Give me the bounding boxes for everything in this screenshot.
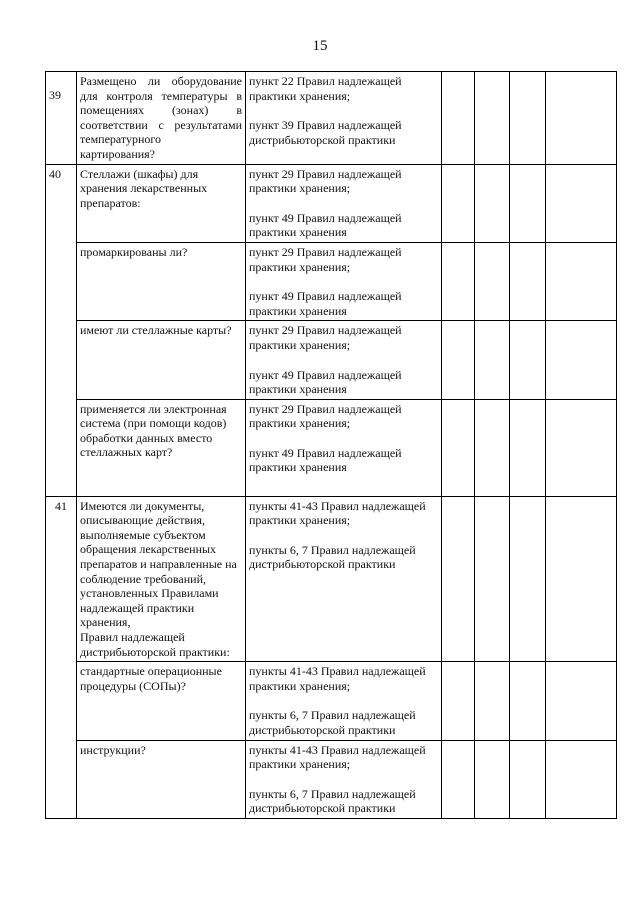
mark-cell[interactable] — [442, 164, 475, 242]
mark-cell[interactable] — [442, 662, 475, 740]
mark-cell[interactable] — [442, 399, 475, 496]
table-row — [46, 399, 617, 496]
question-cell: стандартные операционные процедуры (СОПы)? — [77, 662, 246, 740]
mark-cell[interactable] — [546, 740, 617, 818]
reference-cell: пункты 41-43 Правил надлежащей практики хранения; пункты 6, 7 Правил надлежащей дистрибьюторской практики — [246, 740, 442, 818]
table-row — [46, 242, 617, 320]
question-cell: Размещено ли оборудование для контроля температуры в помещениях (зонах) в соответствии с результатами температурного картирования? — [77, 72, 246, 165]
item-number — [46, 662, 77, 740]
table-row — [46, 740, 617, 818]
mark-cell[interactable] — [510, 399, 546, 496]
mark-cell[interactable] — [475, 496, 510, 662]
item-number — [46, 740, 77, 818]
mark-cell[interactable] — [546, 242, 617, 320]
mark-cell[interactable] — [546, 662, 617, 740]
mark-cell[interactable] — [510, 242, 546, 320]
mark-cell[interactable] — [442, 72, 475, 165]
mark-cell[interactable] — [546, 399, 617, 496]
mark-cell[interactable] — [475, 164, 510, 242]
mark-cell[interactable] — [442, 496, 475, 662]
mark-cell[interactable] — [546, 496, 617, 662]
mark-cell[interactable] — [442, 321, 475, 399]
item-number — [46, 399, 77, 496]
mark-cell[interactable] — [510, 496, 546, 662]
mark-cell[interactable] — [510, 740, 546, 818]
item-number: 41 — [46, 496, 77, 662]
question-cell: промаркированы ли? — [77, 242, 246, 320]
question-cell: инструкции? — [77, 740, 246, 818]
reference-cell: пункт 29 Правил надлежащей практики хранения; пункт 49 Правил надлежащей практики хранения — [246, 321, 442, 399]
mark-cell[interactable] — [442, 242, 475, 320]
mark-cell[interactable] — [475, 662, 510, 740]
mark-cell[interactable] — [475, 72, 510, 165]
table-row — [46, 321, 617, 399]
mark-cell[interactable] — [510, 72, 546, 165]
item-number: 39 — [46, 72, 77, 165]
reference-cell: пункты 41-43 Правил надлежащей практики хранения; пункты 6, 7 Правил надлежащей дистрибьюторской практики — [246, 662, 442, 740]
mark-cell[interactable] — [510, 321, 546, 399]
mark-cell[interactable] — [510, 164, 546, 242]
page-number: 15 — [312, 38, 328, 54]
table-row — [46, 662, 617, 740]
question-cell: имеют ли стеллажные карты? — [77, 321, 246, 399]
reference-cell: пункт 22 Правил надлежащей практики хранения; пункт 39 Правил надлежащей дистрибьюторской практики — [246, 72, 442, 165]
reference-cell: пункт 29 Правил надлежащей практики хранения; пункт 49 Правил надлежащей практики хранения — [246, 399, 442, 496]
question-cell: применяется ли электронная система (при помощи кодов) обработки данных вместо стеллажных карт? — [77, 399, 246, 496]
table-row — [46, 164, 617, 242]
table-row — [46, 72, 617, 165]
reference-cell: пункт 29 Правил надлежащей практики хранения; пункт 49 Правил надлежащей практики хранения — [246, 164, 442, 242]
mark-cell[interactable] — [475, 399, 510, 496]
question-cell: Стеллажи (шкафы) для хранения лекарственных препаратов: — [77, 164, 246, 242]
mark-cell[interactable] — [475, 242, 510, 320]
mark-cell[interactable] — [546, 164, 617, 242]
item-number — [46, 321, 77, 399]
mark-cell[interactable] — [546, 72, 617, 165]
mark-cell[interactable] — [546, 321, 617, 399]
reference-cell: пункт 29 Правил надлежащей практики хранения; пункт 49 Правил надлежащей практики хранения — [246, 242, 442, 320]
question-cell: Имеются ли документы, описывающие действия, выполняемые субъектом обращения лекарственных препаратов и направленные на соблюдение требований, установленных Правилами надлежащей практики хранения, Правил надлежащей дистрибьюторской практики: — [77, 496, 246, 662]
mark-cell[interactable] — [442, 740, 475, 818]
reference-cell: пункты 41-43 Правил надлежащей практики хранения; пункты 6, 7 Правил надлежащей дистрибьюторской практики — [246, 496, 442, 662]
checklist-table — [45, 71, 617, 819]
mark-cell[interactable] — [475, 321, 510, 399]
table-row — [46, 496, 617, 662]
mark-cell[interactable] — [475, 740, 510, 818]
item-number — [46, 242, 77, 320]
item-number: 40 — [46, 164, 77, 242]
mark-cell[interactable] — [510, 662, 546, 740]
